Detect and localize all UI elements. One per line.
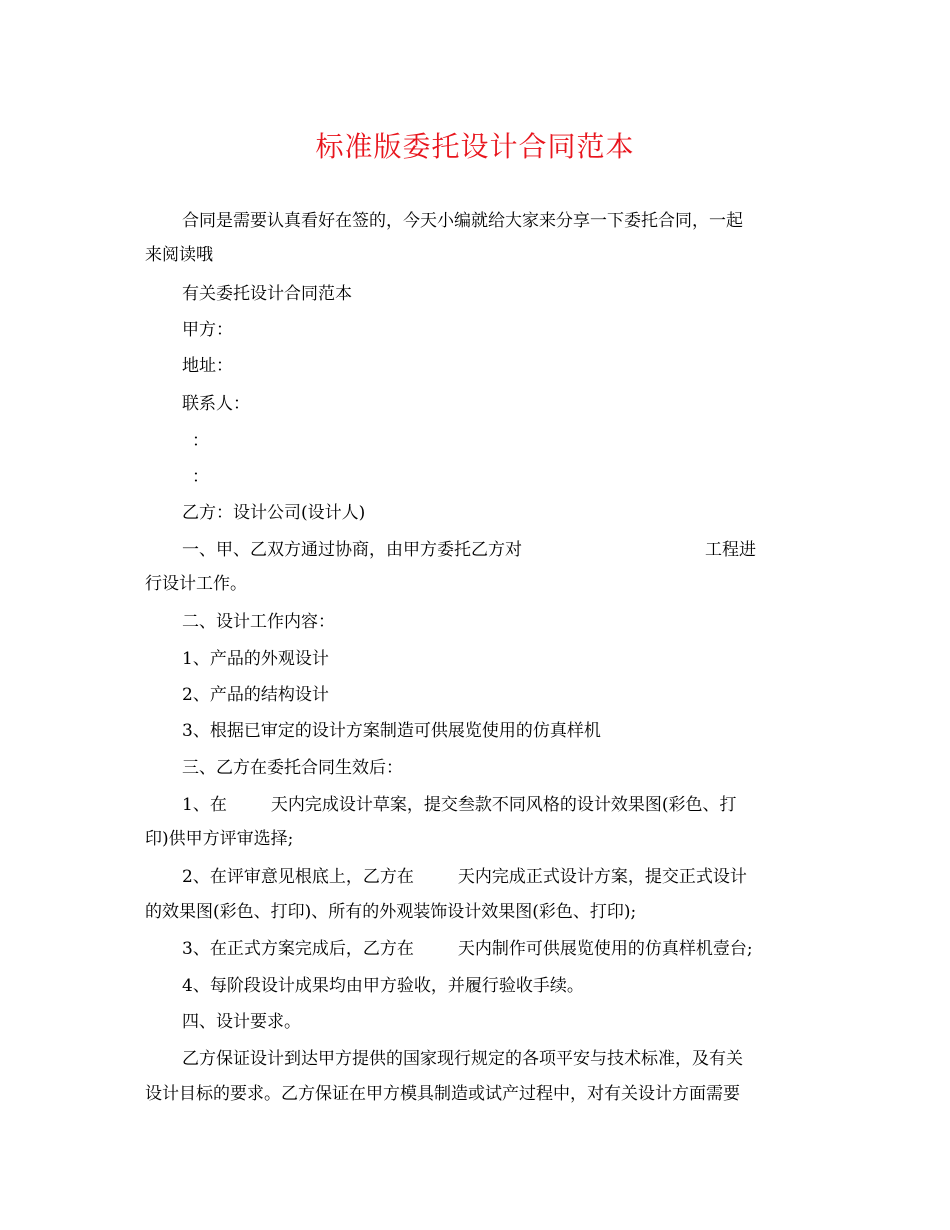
party-a-contact: 联系人： <box>182 394 250 414</box>
clause-1-line-1 <box>182 537 847 563</box>
clause-3-item-4: 4、每阶段设计成果均由甲方验收，并履行验收手续。 <box>182 976 584 996</box>
party-a-blank-field-2: ： <box>192 467 209 487</box>
party-b-label: 乙方：设计公司(设计人) <box>182 503 366 523</box>
clause-3-item-3 <box>182 936 847 962</box>
clause-3-item-3-text-a: 3、在正式方案完成后，乙方在 <box>182 939 414 959</box>
clause-3-item-2-text-a: 2、在评审意见根底上，乙方在 <box>182 867 414 887</box>
section-heading: 有关委托设计合同范本 <box>182 284 352 304</box>
clause-3-heading: 三、乙方在委托合同生效后： <box>182 758 403 778</box>
clause-3-item-1 <box>182 792 847 818</box>
clause-2-item-2: 2、产品的结构设计 <box>182 685 329 705</box>
clause-3-item-2-cont: 的效果图(彩色、打印)、所有的外观装饰设计效果图(彩色、打印); <box>145 902 637 922</box>
party-a-blank-field-1: ： <box>192 431 209 451</box>
clause-2-heading: 二、设计工作内容： <box>182 612 335 632</box>
clause-4-line-2: 设计目标的要求。乙方保证在甲方模具制造或试产过程中，对有关设计方面需要 <box>145 1084 740 1104</box>
intro-line-1: 合同是需要认真看好在签的，今天小编就给大家来分享一下委托合同，一起 <box>182 211 743 231</box>
clause-2-item-1: 1、产品的外观设计 <box>182 649 329 669</box>
clause-3-item-1-text-b: 天内完成设计草案，提交叁款不同风格的设计效果图(彩色、打 <box>270 795 737 815</box>
clause-3-item-3-text-b: 天内制作可供展览使用的仿真样机壹台; <box>457 939 753 959</box>
intro-line-2: 来阅读哦 <box>145 245 213 265</box>
clause-3-item-2 <box>182 864 847 890</box>
clause-4-heading: 四、设计要求。 <box>182 1012 301 1032</box>
clause-3-item-2-text-b: 天内完成正式设计方案，提交正式设计 <box>457 867 747 887</box>
clause-1-line-2: 行设计工作。 <box>145 574 247 594</box>
clause-3-item-1-text-a: 1、在 <box>182 795 227 815</box>
party-a-label: 甲方： <box>182 320 233 340</box>
clause-2-item-3: 3、根据已审定的设计方案制造可供展览使用的仿真样机 <box>182 721 601 741</box>
clause-4-line-1: 乙方保证设计到达甲方提供的国家现行规定的各项平安与技术标准，及有关 <box>182 1049 743 1069</box>
document-title: 标准版委托设计合同范本 <box>315 130 635 163</box>
clause-1-text-a: 一、甲、乙双方通过协商，由甲方委托乙方对 <box>182 540 522 560</box>
clause-3-item-1-cont: 印)供甲方评审选择; <box>145 829 294 849</box>
clause-1-text-b: 工程进 <box>705 540 756 560</box>
party-a-address: 地址： <box>182 356 233 376</box>
